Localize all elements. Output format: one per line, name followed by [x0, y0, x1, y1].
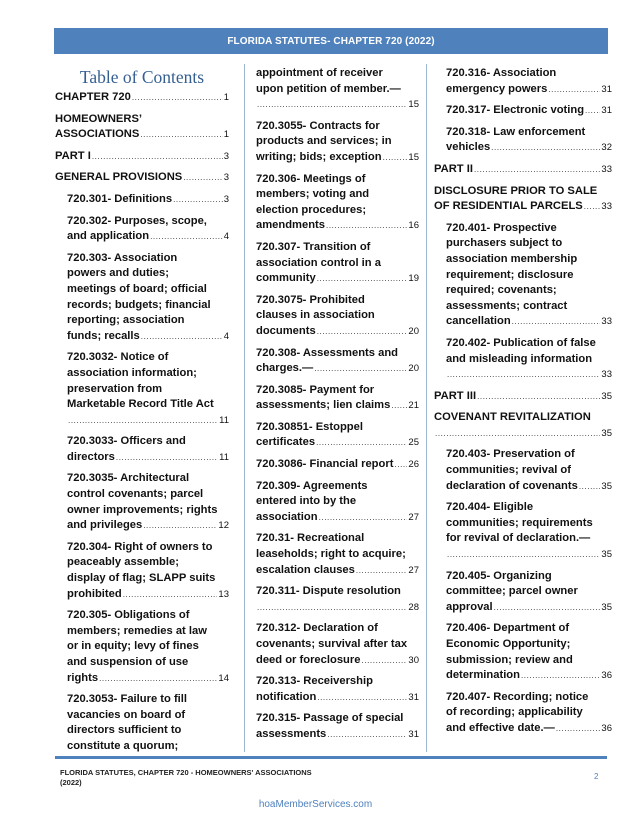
toc-entry-line: or in equity; levy of fines: [67, 640, 199, 653]
footer-line-1: FLORIDA STATUTES, CHAPTER 720 - HOMEOWNERS' ASSOCIATIONS: [60, 768, 312, 777]
toc-page-number: 35: [601, 427, 612, 439]
toc-page-number: 1: [223, 92, 229, 103]
toc-entry-line: appointment of receiver: [256, 67, 383, 79]
dot-leader: [584, 199, 601, 215]
toc-page-number: 13: [218, 588, 229, 600]
toc-entry-leader: [256, 218, 419, 234]
toc-entry[interactable]: [446, 447, 612, 494]
toc-entry[interactable]: [434, 184, 612, 215]
toc-entry-leader: [434, 389, 612, 405]
toc-entry-line: directors sufficient to: [67, 724, 182, 737]
toc-page-number: 4: [223, 330, 229, 342]
toc-entry[interactable]: [55, 170, 229, 186]
toc-entry-leader: [256, 271, 419, 287]
toc-entry-title: prohibited: [67, 587, 122, 600]
toc-entry-line: meetings of board; official: [67, 282, 207, 295]
toc-entry-title: and effective date.—: [446, 721, 555, 734]
toc-entry-title: cancellation: [446, 315, 511, 328]
toc-entry-leader: [434, 199, 612, 215]
toc-entry-line: COVENANT REVITALIZATION: [434, 411, 591, 424]
toc-entry-leader: [446, 82, 612, 98]
toc-entry-line: for revival of declaration.—: [446, 532, 591, 545]
toc-page-number: 35: [601, 390, 612, 402]
toc-entry-leader: [256, 457, 419, 473]
dot-leader: [123, 587, 218, 603]
toc-entry[interactable]: [446, 221, 612, 330]
dot-leader: [143, 518, 217, 534]
dot-leader: [447, 367, 600, 383]
toc-entry-line: 720.309- Agreements: [256, 479, 368, 492]
toc-page-number: 31: [408, 728, 419, 740]
toc-entry[interactable]: [55, 149, 229, 165]
toc-entry-line: vacancies on board of: [67, 708, 186, 721]
toc-entry-title: CHAPTER 720: [55, 91, 131, 103]
toc-entry-leader: [67, 671, 229, 687]
toc-page-number: 33: [601, 163, 612, 175]
dot-leader: [447, 547, 600, 563]
toc-entry-line: association control in a: [256, 256, 381, 269]
toc-entry-line: clauses in association: [256, 309, 375, 322]
dot-leader: [391, 398, 407, 414]
toc-entry-line: 720.405- Organizing: [446, 569, 552, 582]
toc-entry-line: 720.3085- Payment for: [256, 383, 375, 396]
toc-entry-line: 720.30851- Estoppel: [256, 420, 363, 433]
dot-leader: [327, 727, 407, 743]
dot-leader: [150, 229, 223, 245]
toc-column-3: [434, 66, 612, 743]
toc-page-number: 15: [408, 151, 419, 163]
toc-entry[interactable]: [256, 711, 419, 742]
toc-entry-line: products and services; in: [256, 135, 392, 148]
dot-leader: [319, 510, 408, 526]
toc-entry[interactable]: [256, 531, 419, 578]
toc-entry-title: PART III: [434, 389, 477, 402]
toc-page-number: 3: [223, 150, 229, 162]
toc-page-number: 35: [601, 480, 612, 492]
toc-entry[interactable]: [67, 434, 229, 465]
toc-entry-line: 720.308- Assessments and: [256, 346, 398, 359]
toc-entry-title: assessments; lien claims: [256, 399, 391, 412]
toc-page-number: 11: [219, 414, 229, 426]
toc-entry[interactable]: [256, 383, 419, 414]
toc-entry-leader: [446, 547, 612, 563]
toc-entry-line: 720.306- Meetings of: [256, 172, 366, 185]
header-banner: [54, 28, 608, 54]
toc-entry-line: Marketable Record Title Act: [67, 398, 214, 411]
toc-entry-line: 720.3053- Failure to fill: [67, 693, 188, 706]
toc-entry-line: 720.404- Eligible: [446, 501, 534, 514]
dot-leader: [314, 361, 407, 377]
dot-leader: [68, 413, 218, 429]
toc-page-number: 19: [408, 273, 419, 285]
dot-leader: [183, 170, 222, 186]
toc-entry-leader: [434, 426, 612, 442]
toc-entry-title: assessments: [256, 727, 327, 740]
toc-entry-line: leaseholds; right to acquire;: [256, 548, 406, 561]
toc-entry-leader: [256, 398, 419, 414]
toc-page-number: 30: [408, 654, 419, 666]
toc-entry-line: constitute a quorum;: [67, 739, 179, 752]
toc-entry[interactable]: [256, 172, 419, 234]
toc-entry-title: GENERAL PROVISIONS: [55, 171, 183, 184]
toc-entry-line: 720.3075- Prohibited: [256, 293, 365, 306]
toc-entry-title: community: [256, 272, 316, 285]
toc-entry-leader: [55, 170, 229, 186]
toc-entry-title: rights: [67, 671, 99, 684]
toc-entry-title: certificates: [256, 436, 316, 449]
toc-entry-leader: [446, 367, 612, 383]
toc-entry[interactable]: [67, 192, 229, 208]
toc-entry-leader: [67, 329, 229, 345]
toc-entry-leader: [256, 653, 419, 669]
toc-entry-line: 720.315- Passage of special: [256, 712, 404, 725]
toc-entry-title: charges.—: [256, 362, 314, 375]
dot-leader: [257, 97, 407, 113]
toc-entry-line: 720.403- Preservation of: [446, 448, 575, 461]
dot-leader: [361, 653, 407, 669]
toc-page-number: 12: [218, 520, 229, 532]
footer-page-number: 2: [594, 772, 599, 781]
toc-page-number: 11: [219, 451, 229, 463]
footer-rule: [55, 756, 607, 759]
toc-entry-line: communities; revival of: [446, 464, 571, 477]
dot-leader: [99, 671, 217, 687]
toc-entry-leader: [446, 600, 612, 616]
toc-entry-line: Economic Opportunity;: [446, 638, 571, 650]
toc-entry[interactable]: [256, 584, 419, 615]
toc-entry-line: communities; requirements: [446, 516, 593, 529]
toc-entry-leader: [256, 510, 419, 526]
toc-entry-leader: [256, 97, 419, 113]
toc-entry-line: records; budgets; financial: [67, 298, 211, 311]
toc-entry-line: upon petition of member.—: [256, 82, 401, 95]
toc-entry[interactable]: [446, 500, 612, 562]
toc-entry[interactable]: [67, 540, 229, 602]
toc-entry-line: 720.313- Receivership: [256, 675, 373, 688]
toc-page-number: 3: [223, 193, 229, 205]
toc-entry-line: members; remedies at law: [67, 624, 207, 637]
toc-entry-line: 720.401- Prospective: [446, 221, 557, 234]
toc-entry[interactable]: [434, 162, 612, 178]
toc-entry[interactable]: [67, 214, 229, 245]
dot-leader: [92, 149, 223, 165]
toc-entry[interactable]: [256, 621, 419, 668]
dot-leader: [477, 389, 600, 405]
toc-entry-leader: [256, 361, 419, 377]
toc-page-number: 35: [601, 601, 612, 613]
toc-entry-line: required; covenants;: [446, 284, 557, 297]
toc-entry-leader: [446, 721, 612, 737]
toc-entry-line: 720.302- Purposes, scope,: [67, 214, 207, 227]
toc-entry-title: determination: [446, 669, 520, 682]
toc-entry-leader: [446, 314, 612, 330]
toc-entry[interactable]: [67, 350, 229, 428]
toc-entry-line: reporting; association: [67, 314, 185, 327]
toc-entry-line: association information;: [67, 366, 197, 379]
dot-leader: [257, 600, 407, 616]
toc-page-number: 20: [408, 325, 419, 337]
toc-entry-line: 720.307- Transition of: [256, 240, 371, 253]
toc-page-number: 36: [601, 670, 612, 682]
toc-entry-title: declaration of covenants: [446, 479, 578, 492]
toc-entry-title: amendments: [256, 219, 326, 232]
toc-entry[interactable]: [256, 66, 419, 113]
toc-entry-title: OF RESIDENTIAL PARCELS: [434, 200, 583, 213]
toc-entry[interactable]: [446, 66, 612, 97]
dot-leader: [521, 668, 600, 684]
toc-entry[interactable]: [256, 674, 419, 705]
toc-entry-line: powers and duties;: [67, 267, 169, 280]
toc-entry-title: 720.301- Definitions: [67, 192, 173, 205]
toc-entry-line: 720.316- Association: [446, 67, 557, 79]
dot-leader: [132, 90, 223, 106]
toc-entry-leader: [446, 140, 612, 156]
toc-entry-leader: [67, 518, 229, 534]
toc-entry-line: 720.3055- Contracts for: [256, 119, 380, 132]
toc-entry[interactable]: [446, 336, 612, 383]
toc-page-number: 26: [408, 459, 419, 471]
toc-entry-line: requirement; disclosure: [446, 268, 574, 281]
toc-page-number: 33: [601, 369, 612, 381]
toc-entry-line: of recording; applicability: [446, 706, 583, 719]
toc-entry-leader: [67, 413, 229, 429]
toc-entry-leader: [55, 149, 229, 165]
toc-page-number: 33: [601, 201, 612, 213]
toc-entry-title: and privileges: [67, 519, 143, 532]
toc-entry-title: writing; bids; exception: [256, 150, 382, 163]
toc-entry[interactable]: [256, 457, 419, 473]
toc-page-number: 31: [601, 105, 612, 117]
toc-entry-leader: [256, 690, 419, 706]
dot-leader: [317, 324, 408, 340]
toc-entry-leader: [55, 90, 229, 106]
toc-entry[interactable]: [67, 608, 229, 686]
toc-page-number: 1: [223, 129, 229, 141]
dot-leader: [356, 563, 408, 579]
toc-page-number: 25: [408, 437, 419, 449]
toc-entry-line: display of flag; SLAPP suits: [67, 572, 216, 585]
toc-entry-leader: [446, 479, 612, 495]
toc-entry-line: and misleading information: [446, 352, 593, 365]
toc-entry-line: 720.305- Obligations of: [67, 609, 190, 622]
toc-entry[interactable]: [256, 240, 419, 287]
toc-entry-line: 720.31- Recreational: [256, 532, 365, 545]
toc-entry[interactable]: [55, 90, 229, 106]
toc-entry-title: deed or foreclosure: [256, 653, 361, 666]
toc-entry-leader: [67, 192, 229, 208]
dot-leader: [116, 450, 218, 466]
dot-leader: [326, 218, 407, 234]
toc-entry-title: approval: [446, 600, 493, 613]
toc-entry-leader: [256, 324, 419, 340]
column-divider: [244, 64, 245, 752]
toc-entry-line: 720.318- Law enforcement: [446, 125, 586, 138]
dot-leader: [394, 457, 407, 473]
toc-entry-title: escalation clauses: [256, 563, 355, 576]
toc-entry-title: emergency powers: [446, 82, 548, 95]
dot-leader: [585, 103, 600, 119]
toc-entry[interactable]: [446, 569, 612, 616]
toc-page-number: 20: [408, 363, 419, 375]
toc-column-1: [55, 66, 229, 761]
toc-entry[interactable]: [256, 479, 419, 526]
toc-entry-title: vehicles: [446, 141, 491, 154]
toc-entry-title: notification: [256, 690, 317, 703]
dot-leader: [383, 150, 408, 166]
toc-entry-line: association membership: [446, 252, 578, 265]
dot-leader: [548, 82, 600, 98]
toc-entry-leader: [67, 450, 229, 466]
toc-entry-title: 720.317- Electronic voting: [446, 104, 585, 117]
toc-entry[interactable]: [256, 420, 419, 451]
toc-entry[interactable]: [67, 692, 229, 754]
footer-text: [60, 768, 360, 788]
toc-title: Table of Contents: [79, 67, 205, 87]
toc-entry-title: funds; recalls: [67, 329, 140, 342]
dot-leader: [317, 690, 407, 706]
toc-entry-line: owner improvements; rights: [67, 503, 218, 516]
toc-entry-leader: [55, 127, 229, 143]
toc-page-number: 35: [601, 549, 612, 561]
toc-column-2: [256, 66, 419, 749]
toc-entry-title: PART I: [55, 149, 91, 162]
toc-entry-line: 720.304- Right of owners to: [67, 540, 213, 553]
toc-entry-line: 720.407- Recording; notice: [446, 690, 589, 703]
toc-entry-leader: [256, 600, 419, 616]
dot-leader: [316, 435, 407, 451]
toc-entry-title: PART II: [434, 162, 473, 175]
toc-entry-line: 720.312- Declaration of: [256, 622, 378, 635]
toc-entry[interactable]: [256, 346, 419, 377]
toc-entry-line: election procedures;: [256, 203, 367, 216]
toc-page-number: 32: [601, 142, 612, 154]
toc-page-number: 27: [408, 511, 419, 523]
toc-entry-line: peaceably assemble;: [67, 556, 179, 569]
toc-page-number: 27: [408, 564, 419, 576]
toc-entry-title: and application: [67, 230, 150, 243]
toc-entry-title: ASSOCIATIONS: [55, 128, 140, 141]
dot-leader: [579, 479, 601, 495]
dot-leader: [435, 426, 600, 442]
toc-entry-line: HOMEOWNERS’: [55, 112, 143, 125]
toc-page-number: 14: [218, 672, 229, 684]
toc-entry-leader: [67, 587, 229, 603]
dot-leader: [474, 162, 600, 178]
footer-website: hoaMemberServices.com: [258, 799, 373, 810]
toc-entry-leader: [256, 435, 419, 451]
column-divider: [426, 64, 427, 752]
toc-page-number: 36: [601, 722, 612, 734]
toc-page-number: 31: [601, 83, 612, 95]
footer-line-2: (2022): [60, 778, 82, 787]
toc-entry-line: submission; review and: [446, 653, 573, 666]
toc-entry-line: control covenants; parcel: [67, 488, 204, 501]
toc-entry[interactable]: [446, 690, 612, 737]
dot-leader: [141, 329, 223, 345]
toc-entry-leader: [67, 229, 229, 245]
dot-leader: [512, 314, 601, 330]
toc-entry[interactable]: [55, 112, 229, 143]
toc-entry-line: 720.3033- Officers and: [67, 435, 186, 448]
toc-entry-title: directors: [67, 450, 115, 463]
toc-page-number: 3: [223, 172, 229, 184]
toc-entry-line: 720.3032- Notice of: [67, 351, 169, 364]
toc-entry-line: purchasers subject to: [446, 237, 563, 250]
toc-entry-leader: [256, 727, 419, 743]
toc-entry-line: 720.303- Association: [67, 251, 178, 264]
toc-entry[interactable]: [256, 293, 419, 340]
toc-entry-line: 720.3035- Architectural: [67, 472, 190, 485]
toc-page-number: 33: [601, 316, 612, 328]
toc-entry[interactable]: [67, 251, 229, 345]
toc-page-number: 16: [408, 220, 419, 232]
toc-entry-title: association: [256, 510, 318, 523]
dot-leader: [173, 192, 223, 208]
toc-entry-line: 720.311- Dispute resolution: [256, 585, 401, 598]
toc-entry-line: 720.406- Department of: [446, 622, 570, 635]
toc-entry-line: preservation from: [67, 382, 163, 395]
toc-entry[interactable]: [446, 125, 612, 156]
toc-page-number: 28: [408, 601, 419, 613]
toc-entry-line: DISCLOSURE PRIOR TO SALE: [434, 184, 598, 197]
header-title: FLORIDA STATUTES- CHAPTER 720 (2022): [227, 35, 435, 47]
toc-entry[interactable]: [434, 389, 612, 405]
dot-leader: [556, 721, 601, 737]
toc-entry[interactable]: [67, 471, 229, 533]
toc-entry-line: 720.402- Publication of false: [446, 336, 596, 349]
toc-entry-leader: [256, 563, 419, 579]
toc-entry-line: entered into by the: [256, 495, 357, 508]
toc-entry-line: assessments; contract: [446, 299, 568, 312]
dot-leader: [140, 127, 222, 143]
dot-leader: [494, 600, 601, 616]
dot-leader: [491, 140, 600, 156]
toc-entry-line: members; voting and: [256, 188, 370, 201]
toc-entry[interactable]: [446, 103, 612, 119]
toc-entry[interactable]: [434, 410, 612, 441]
toc-entry-line: and suspension of use: [67, 656, 189, 668]
toc-page-number: 31: [408, 691, 419, 703]
toc-page-number: 4: [223, 231, 229, 243]
toc-entry-title: 720.3086- Financial report: [256, 458, 394, 471]
toc-entry[interactable]: [256, 119, 419, 166]
toc-entry-line: committee; parcel owner: [446, 585, 578, 598]
toc-entry-leader: [256, 150, 419, 166]
toc-entry[interactable]: [446, 621, 612, 683]
toc-entry-line: covenants; survival after tax: [256, 638, 408, 650]
toc-entry-title: documents: [256, 324, 316, 337]
toc-page-number: 21: [408, 400, 419, 412]
toc-entry-leader: [434, 162, 612, 178]
toc-entry-leader: [446, 668, 612, 684]
toc-entry-leader: [446, 103, 612, 119]
dot-leader: [317, 271, 408, 287]
toc-page-number: 15: [408, 99, 419, 111]
